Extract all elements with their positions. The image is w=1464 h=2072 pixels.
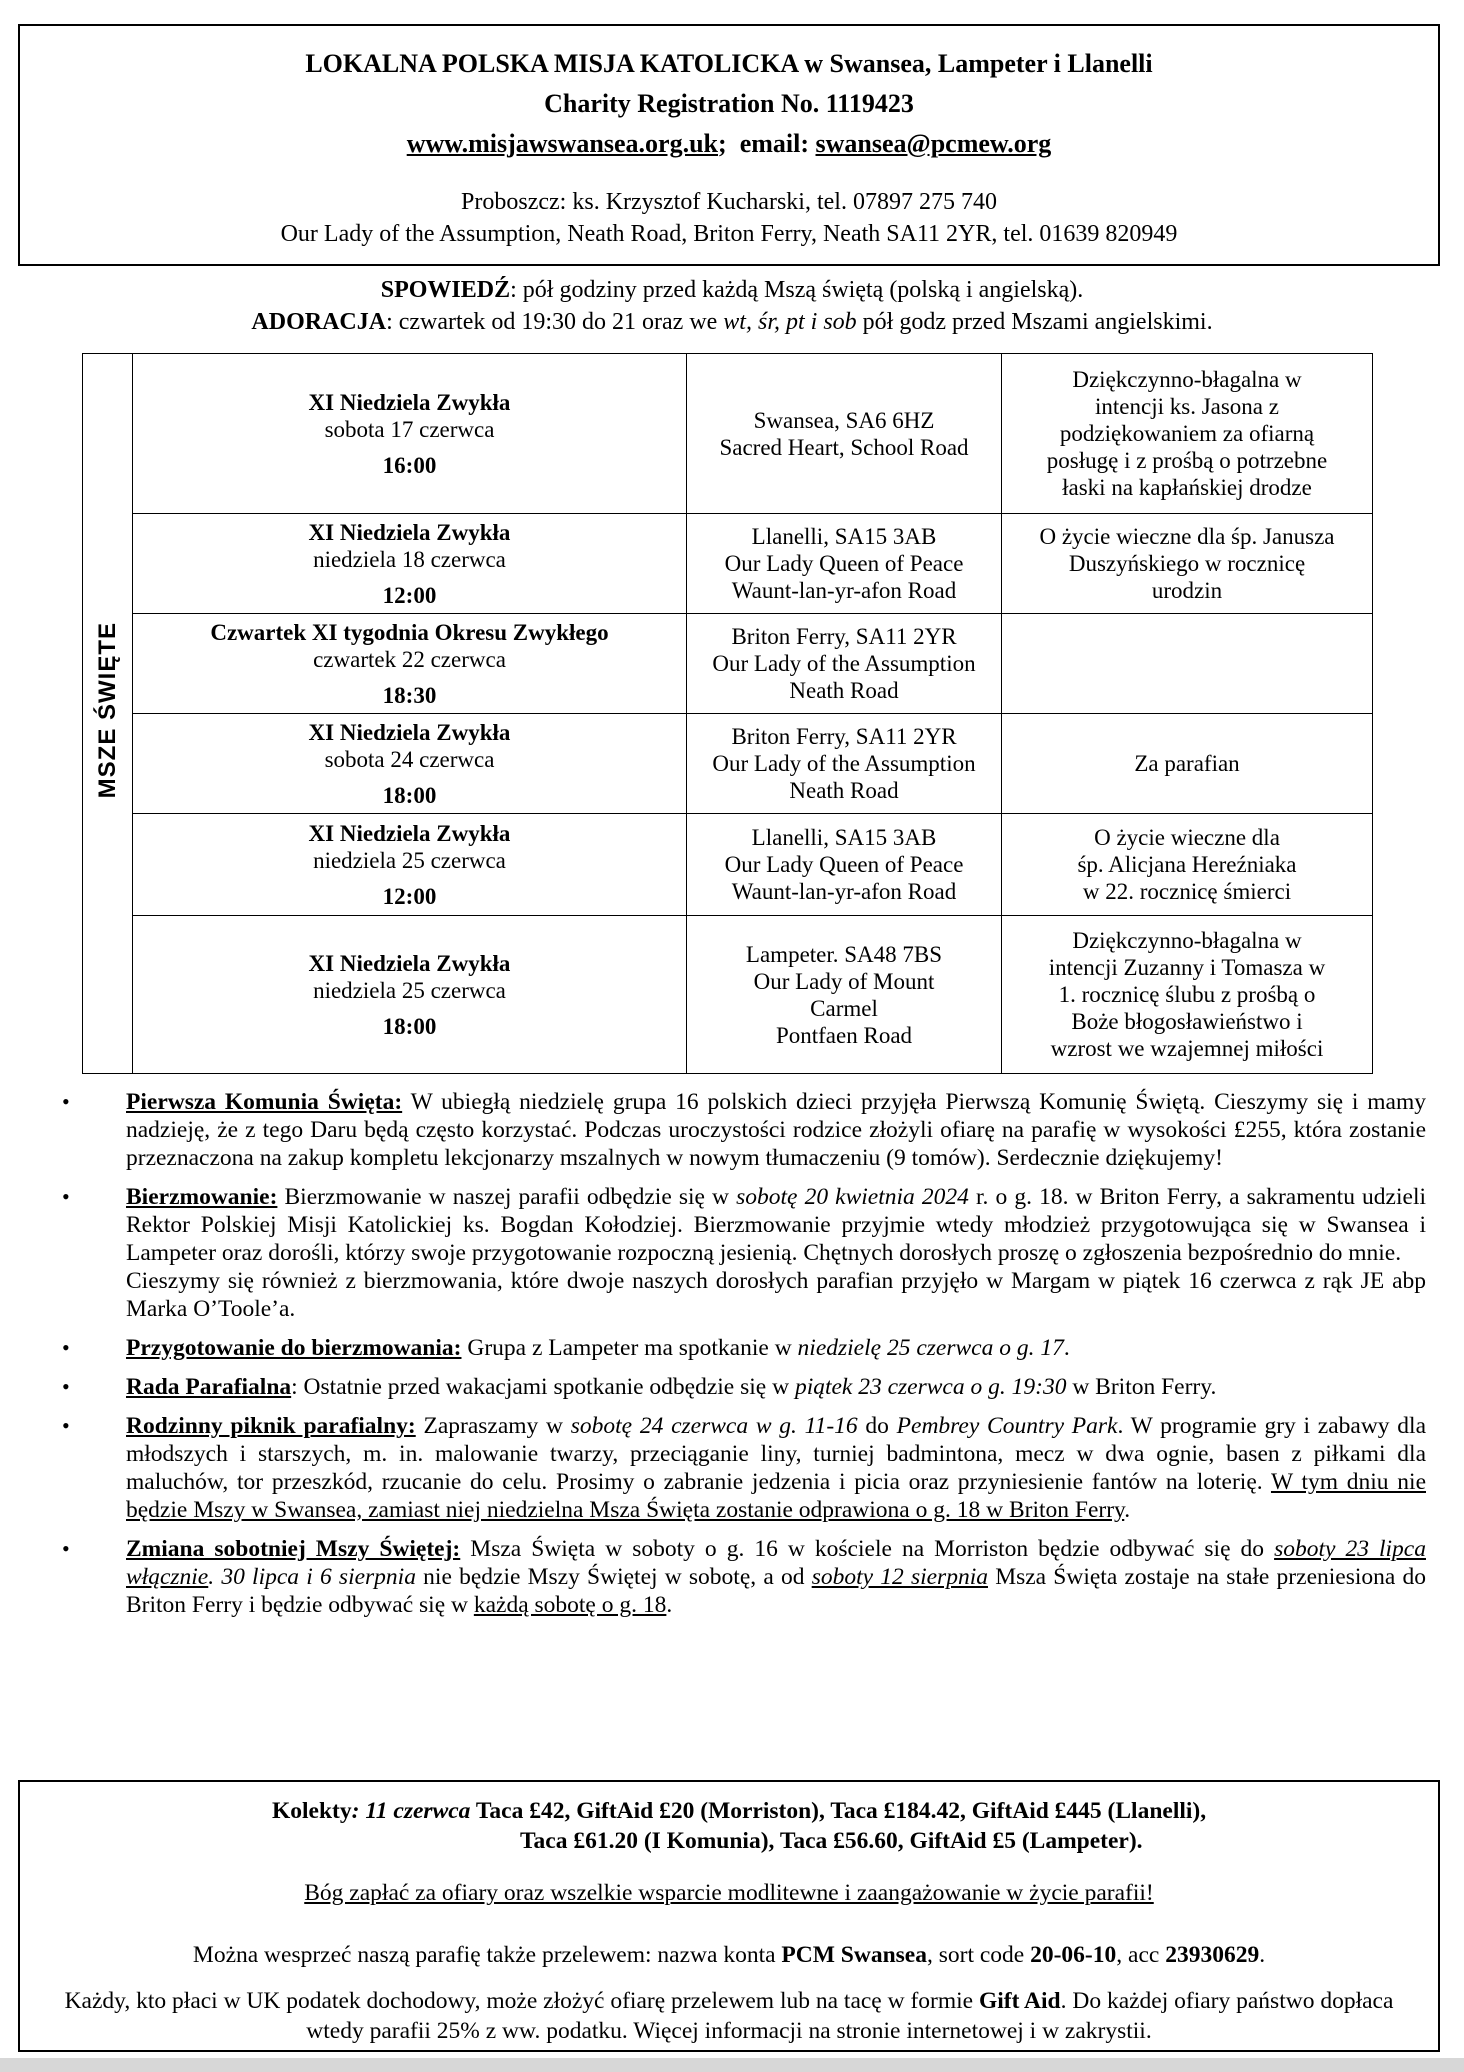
mass-intention-line: urodzin [1151,578,1223,603]
collections-date: : 11 czerwca [351,1798,471,1824]
notice-text: w Briton Ferry. [1066,1374,1217,1400]
notice-text: Msza Święta w soboty o g. 16 w kościele na Morriston będzie odbywać się do [460,1536,1275,1562]
mass-place-line: Our Lady Queen of Peace [724,551,964,576]
notice-confirmation-prep [56,1334,1426,1362]
mass-row [83,814,1373,916]
mass-intention-line: Dziękczynno-błagalna w [1072,367,1302,392]
notice-text: : Ostatnie przed wakacjami spotkanie odbędzie się w [291,1374,795,1400]
account-name: PCM Swansea [781,1942,927,1968]
mass-intention-cell [1002,916,1373,1074]
giftaid-text: . Do każdej ofiary państwo dopłaca wtedy parafii 25% z ww. podatku. Więcej informacji na stronie internetowej i w zakrystii. [306,1988,1394,2044]
mass-row [83,354,1373,514]
giftaid-info [60,1986,1398,2046]
picnic-date: sobotę 24 czerwca w g. 11-16 [570,1413,858,1439]
sort-code: 20-06-10 [1030,1942,1117,1968]
saturday-dates: 30 lipca i 6 sierpnia [221,1564,416,1590]
mass-intention-line: Boże błogosławieństwo i [1071,1009,1303,1034]
pastor-line: Proboszcz: ks. Krzysztof Kucharski, tel. 07897 275 740 [461,189,997,215]
mass-place-line: Neath Road [789,678,899,703]
contact-line [20,124,1438,164]
mass-time: 12:00 [382,883,437,909]
email-label: email: [739,129,809,158]
mass-title: XI Niedziela Zwykła [308,950,511,976]
notice-heading: Przygotowanie do bierzmowania: [126,1335,462,1361]
page-bottom-strip [0,2058,1464,2072]
adoration-days: wt, śr, pt i sob [723,309,857,335]
mass-intention-line: intencji ks. Jasona z [1095,394,1279,419]
mass-place-line: Pontfaen Road [775,1022,913,1048]
notice-confirmation [56,1183,1426,1323]
mass-time: 18:00 [382,782,437,808]
confession-line [0,274,1464,306]
mass-celebration-cell [133,354,687,514]
mass-place-line: Our Lady of the Assumption [712,651,976,676]
notice-text: W ubiegłą niedzielę grupa 16 polskich dzieci przyjęła Pierwszą Komunię Świętą. Cieszymy się i mamy nadzieję, że z tego Daru będą często korzystać. Podczas uroczystości rodzice złożyli ofiarę na parafię w wysokości £255, która zostanie przeznaczona na zakup kompletu lekcjonarzy mszalnych w nowym tłumaczeniu (9 tomów). Serdecznie dziękujemy! [126,1089,1426,1171]
bullet-icon: • [62,1536,70,1561]
header-box [18,24,1440,266]
bank-text: , sort code [926,1942,1031,1968]
picnic-place: Pembrey Country Park [896,1413,1118,1439]
mass-intention-cell [1002,614,1373,714]
mass-row [83,514,1373,614]
mass-place-line: Waunt-lan-yr-afon Road [731,879,957,904]
bullet-icon: • [62,1335,70,1360]
mass-place-cell [687,916,1002,1074]
mission-title: LOKALNA POLSKA MISJA KATOLICKA w Swansea, Lampeter i Llanelli [305,49,1153,78]
mass-title: XI Niedziela Zwykła [308,719,511,745]
bank-transfer-line [20,1940,1438,1970]
email-link[interactable]: swansea@pcmew.org [815,129,1052,158]
mass-celebration-cell [133,614,687,714]
mass-date: niedziela 25 czerwca [313,977,506,1003]
contact-separator: ; [718,129,727,158]
mass-date: sobota 17 czerwca [324,416,495,442]
collections-line-2: Taca £61.20 (I Komunia), Taca £56.60, GiftAid £5 (Lampeter). [520,1828,1143,1854]
bank-text: , acc [1116,1942,1166,1968]
mass-place-line: Waunt-lan-yr-afon Road [731,578,957,603]
mass-intention-line: w 22. rocznicę śmierci [1082,879,1292,904]
confirmation-date: sobotę 20 kwietnia 2024 [736,1184,969,1210]
mass-place-line: Our Lady Queen of Peace [724,852,964,877]
notice-heading: Pierwsza Komunia Święta: [126,1089,403,1115]
mass-title: XI Niedziela Zwykła [308,519,511,545]
mass-time: 16:00 [382,452,437,478]
mass-place-line: Lampeter. SA48 7BS [745,941,943,967]
mass-place-cell [687,814,1002,916]
notice-text: . [208,1564,222,1590]
footer-box [18,1780,1440,2052]
mass-time: 18:00 [382,1013,437,1039]
mass-place-cell [687,514,1002,614]
mass-intention-line: O życie wieczne dla śp. Janusza [1039,524,1335,549]
notice-end: . [666,1592,673,1618]
confession-label: SPOWIEDŹ [380,277,511,303]
notice-end: . [1124,1497,1131,1523]
mass-intention-line: Dziękczynno-błagalna w [1072,928,1302,953]
mass-row [83,614,1373,714]
notice-saturday-mass-change [56,1535,1426,1619]
mass-intention-cell [1002,354,1373,514]
bullet-icon: • [62,1089,70,1114]
mass-place-line: Our Lady of the Assumption [712,751,976,776]
mass-celebration-cell [133,814,687,916]
mass-intention-line: 1. rocznicę ślubu z prośbą o [1058,982,1316,1007]
mass-place-line: Our Lady of Mount [753,968,935,994]
notice-parish-council [56,1373,1426,1401]
notice-text: Bierzmowanie w naszej parafii odbędzie się w [277,1184,737,1210]
collections-label: Kolekty [272,1798,352,1824]
mass-place-line: Briton Ferry, SA11 2YR [731,724,957,749]
giftaid-text: Każdy, kto płaci w UK podatek dochodowy, może złożyć ofiarę przelewem lub na tacę w formie [64,1988,979,2014]
council-date: piątek 23 czerwca o g. 19:30 [794,1374,1067,1400]
mass-date: czwartek 22 czerwca [313,646,506,672]
adoration-text-a: : czwartek od 19:30 do 21 oraz we [386,309,724,335]
mass-place-line: Swansea, SA6 6HZ [753,407,935,433]
website-link[interactable]: www.misjawswansea.org.uk [406,129,719,158]
mass-time: 18:30 [382,682,437,708]
mass-side-cell [83,354,133,1074]
prep-date: niedzielę 25 czerwca o g. 17 [797,1335,1064,1361]
mass-place-line: Neath Road [789,778,899,803]
bullet-icon: • [62,1413,70,1438]
mass-intention-line: Za parafian [1134,751,1240,776]
mass-time: 12:00 [382,582,437,608]
collections-line-1 [272,1796,1206,1826]
mass-place-cell [687,714,1002,814]
notice-text: Grupa z Lampeter ma spotkanie w [461,1335,798,1361]
collections-amounts: Taca £42, GiftAid £20 (Morriston), Taca £184.42, GiftAid £445 (Llanelli), [470,1798,1207,1824]
notice-text: do [857,1413,897,1439]
saturday-every: każdą sobotę o g. 18 [473,1592,667,1618]
mass-title: Czwartek XI tygodnia Okresu Zwykłego [210,619,609,645]
mass-intention-cell [1002,814,1373,916]
thanks-line: Bóg zapłać za ofiary oraz wszelkie wsparcie modlitewne i zaangażowanie w życie parafii! [304,1880,1154,1906]
notice-family-picnic [56,1412,1426,1524]
notice-text: . W programie gry i zabawy dla młodszych i starszych, m. in. malowanie twarzy, przeciąganie liny, turniej badmintona, mecz w dwa ognie, basen z piłkami dla maluchów, tor przeszkód, rzucanie do celu. Prosimy o zabranie jedzenia i picia oraz przyniesienie fantów na loterię. [126,1413,1426,1495]
mass-place-line: Llanelli, SA15 3AB [751,825,937,850]
mass-place-cell [687,354,1002,514]
mass-date: sobota 24 czerwca [324,746,495,772]
notice-heading: Zmiana sobotniej Mszy Świętej: [126,1536,461,1562]
bullet-icon: • [62,1374,70,1399]
mass-intention-cell [1002,714,1373,814]
mass-celebration-cell [133,714,687,814]
bank-text: . [1259,1942,1266,1968]
mass-intention-cell [1002,514,1373,614]
picnic-mass-change: W tym dniu nie będzie Mszy w Swansea, zamiast niej niedzielna Msza Święta zostanie odprawiona o g. 18 w Briton Ferry [126,1469,1426,1523]
giftaid-term: Gift Aid [978,1988,1061,2014]
mass-intention-line: O życie wieczne dla [1094,825,1280,850]
mass-row [83,916,1373,1074]
mass-date: niedziela 25 czerwca [313,847,506,873]
confession-text: : pół godziny przed każdą Mszą świętą (polską i angielską). [510,277,1084,303]
adoration-label: ADORACJA [251,309,387,335]
mass-place-line: Llanelli, SA15 3AB [751,524,937,549]
notice-text: r. o g. 18. w Briton Ferry, a sakramentu udzieli Rektor Polskiej Misji Katolickiej ks. Bogdan Kołodziej. Bierzmowanie przyjmie wtedy młodzież przygotowująca się w Swansea i Lampeter oraz dorośli, którzy swoje przygotowanie rozpoczną jesienią. Chętnych dorosłych proszę o zgłoszenia bezpośrednio do mnie. [126,1184,1427,1266]
bullet-icon: • [62,1184,70,1209]
mass-row [83,714,1373,814]
parish-address: Our Lady of the Assumption, Neath Road, Briton Ferry, Neath SA11 2YR, tel. 01639 820949 [280,221,1178,247]
mass-title: XI Niedziela Zwykła [308,389,511,415]
masses-side-label: MSZE ŚWIĘTE [94,622,121,799]
notice-heading: Rada Parafialna [126,1374,292,1400]
notice-heading: Bierzmowanie: [126,1184,278,1210]
notices-list [56,1088,1426,1630]
mass-intention-line: podziękowaniem za ofiarną [1059,421,1315,446]
mass-intention-line: Duszyńskiego w rocznicę [1068,551,1306,576]
mass-place-line: Briton Ferry, SA11 2YR [731,624,957,649]
notice-text: nie będzie Mszy Świętej w sobotę, a od [415,1564,812,1590]
notice-heading: Rodzinny piknik parafialny: [126,1413,416,1439]
mass-title: XI Niedziela Zwykła [308,820,511,846]
mass-intention-line: wzrost we wzajemnej miłości [1050,1036,1324,1061]
adoration-text-b: pół godz przed Mszami angielskimi. [856,309,1213,335]
notice-text: Cieszymy się również z bierzmowania, które dwoje naszych dorosłych parafian przyjęło w Margam w piątek 16 czerwca z rąk JE abp Marka O’Toole’a. [126,1268,1426,1322]
mass-place-line: Carmel [810,995,878,1021]
mass-place-cell [687,614,1002,714]
notice-end: . [1063,1335,1070,1361]
charity-registration: Charity Registration No. 1119423 [544,89,914,118]
mass-celebration-cell [133,514,687,614]
mass-schedule-table [82,353,1373,1074]
adoration-line [0,306,1464,338]
notice-text: Zapraszamy w [415,1413,571,1439]
mass-intention-line: intencji Zuzanny i Tomasza w [1048,955,1326,980]
saturday-from: soboty 12 sierpnia [811,1564,988,1590]
account-number: 23930629 [1165,1942,1260,1968]
notice-first-communion [56,1088,1426,1172]
bank-text: Można wesprzeć naszą parafię także przelewem: nazwa konta [192,1942,782,1968]
mass-celebration-cell [133,916,687,1074]
mass-date: niedziela 18 czerwca [313,546,506,572]
saturday-until: soboty 23 lipca włącznie [126,1536,1426,1590]
mass-intention-line: łaski na kapłańskiej drodze [1062,475,1312,500]
notice-text: Msza Święta zostaje na stałe przeniesiona do Briton Ferry i będzie odbywać się w [126,1564,1427,1618]
confession-adoration-block [0,274,1464,338]
mass-intention-line: posługę i z prośbą o potrzebne [1046,448,1328,473]
mass-intention-line: śp. Alicjana Hereźniaka [1077,852,1297,877]
mass-place-line: Sacred Heart, School Road [719,434,969,460]
